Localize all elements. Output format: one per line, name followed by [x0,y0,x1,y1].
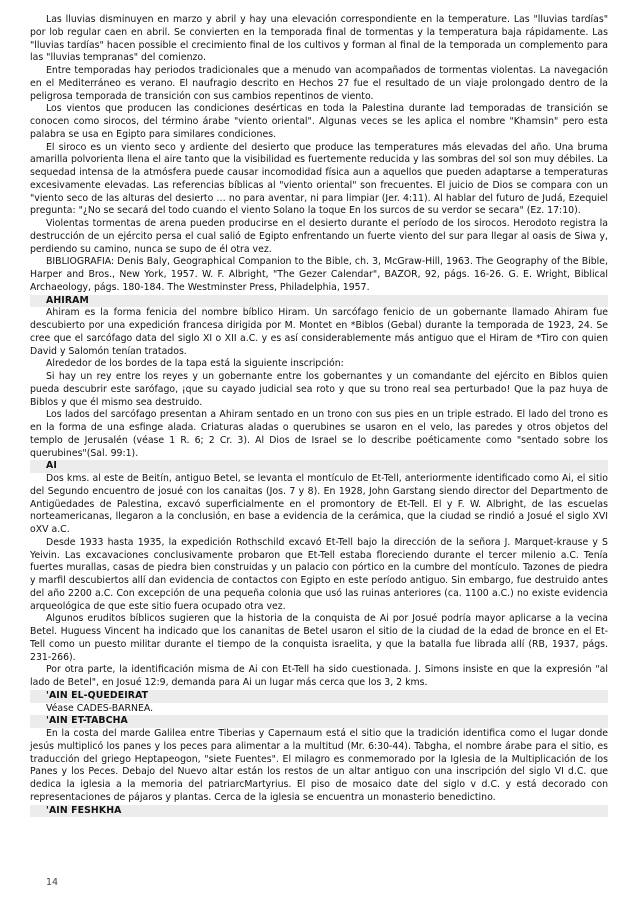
paragraph: En la costa del marde Galilea entre Tiberias y Capernaum está el sitio que la tradición identifica como el lugar donde jesús multiplicó los panes y los peces para alimentar a la multitud (Mr. 6:30-44). Tabgha, el nombre árabe para el sitio, es traducción del griego Heptapeogon, "siete Fuentes". El milagro es conmemorado por la Iglesia de la Multiplicación de los Panes y los Peces. Debajo del Nuevo altar están los restos de un altar antiguo con una inscripción del siglo VI d.C. que dedica la iglesia a la memoria del patriarcMartyrius. El piso de mosaico date del siglo v d.C. y está decorado con representaciones de pájaros y plantas. Cerca de la iglesia se encuentra un monasterio benedictino. [30,728,608,803]
section-heading [30,690,608,703]
section-heading [30,295,608,308]
paragraph: Desde 1933 hasta 1935, la expedición Rothschild excavó Et-Tell bajo la dirección de la señora J. Marquet-krause y S Yeivin. Las excavaciones conclusivamente probaron que Et-Tell estaba floreciendo durante el tercer milenio a.C. Tenía fuertes murallas, casas de piedra bien construidas y un palacio con pórtico en la cumbre del montículo. Tazones de piedra y marfil descubiertos allí dan evidencia de contactos con Egipto en este período antiguo. Sin embargo, fue destruido antes del año 2200 a.C. Con excepción de una pequeña colonia que usó las ruinas anteriores (ca. 1100 a.C.) no existe evidencia arqueológica de que este sitio fuera ocupado otra vez. [30,536,608,612]
section-heading [30,715,608,728]
section-heading-text: AI [46,460,57,472]
paragraph: Los vientos que producen las condiciones desérticas en toda la Palestina durante lad temporadas de transición se conocen como sirocos, del término árabe "viento oriental". Algunas veces se les aplica el nombre "Khamsin" pero esta palabra se usa en Egipto para similares condiciones. [30,103,608,140]
paragraph: Entre temporadas hay periodos tradicionales que a menudo van acompañados de tormentas violentas. La navegación en el Mediterráneo es verano. El naufragio descrito en Hechos 27 fue el resultado de un viaje prolongado dentro de la peligrosa temporada de transición con sus cambios repentinos de viento. [30,65,608,102]
paragraph: Violentas tormentas de arena pueden producirse en el desierto durante el período de los sirocos. Herodoto registra la destrucción de un ejército persa el cual salió de Egipto enfrentando un fuerte viento del sur para llegar al oasis de Siwa y, perdiendo su camino, nunca se supo de él otra vez. [30,218,608,255]
paragraph: Por otra parte, la identificación misma de Ai con Et-Tell ha sido cuestionada. J. Simons insiste en que la expresión "al lado de Betel", en Josué 12:9, demanda para Ai un lugar más cerca que los 3, 2 kms. [30,664,608,688]
paragraph: Véase CADES-BARNEA. [46,702,154,714]
section-heading-text: AHIRAM [46,294,89,306]
section-heading [30,805,608,818]
paragraph: BIBLIOGRAFIA: Denis Baly, Geographical Companion to the Bible, ch. 3, McGraw-Hill, 1963. The Geography of the Bible, Harper and Bros., New York, 1957. W. F. Albright, "The Gezer Calendar", BAZOR, 92, págs. 16-26. G. E. Wright, Biblical Archaeology, págs. 180-184. The Westminster Press, Philadelphia, 1957. [30,256,608,293]
section-heading-text: 'AIN EL-QUEDEIRAT [46,689,149,701]
document-body [30,14,608,817]
paragraph: Algunos eruditos bíblicos sugieren que la historia de la conquista de Ai por Josué podría mayor aplicarse a la vecina Betel. Huguess Vincent ha indicado que los cananitas de Betel usaron el sitio de la ciudad de la edad de bronce en el Et-Tell como un puesto militar durante el tiempo de la conquista israelita, y que la batalla fue librada allí (RB, 1937, págs. 231-266). [30,613,608,663]
paragraph: El siroco es un viento seco y ardiente del desierto que produce las temperatures más elevadas del año. Una bruma amarilla polvorienta llena el aire tanto que la visibilidad es fuertemente reducida y las sombras del sol son muy débiles. La sequedad intensa de la atmósfera puede causar incomodidad física aun a aquellos que pueden adaptarse a temperaturas excesivamente elevadas. Las referencias bíblicas al "viento oriental" son frecuentes. El juicio de Dios se compara con un "viento seco de las alturas del desierto … no para aventar, ni para limpiar (Jer. 4:11). Al hablar del futuro de Judá, Ezequiel pregunta: "¿No se secará del todo cuando el viento Solano la toque En los surcos de su verdor se secara" (Ez. 17:10). [30,141,608,217]
paragraph: Dos kms. al este de Beitín, antiguo Betel, se levanta el montículo de Et-Tell, anteriormente identificado como Ai, el sitio del Segundo encuentro de josué con los canaitas (Jos. 7 y 8). En 1928, John Garstang siendo director del Departmento de Antigüedades de Palestina, excavó superficialmente en el promontory de Et-Tell. El y F. W. Albright, de las escuelas norteamericanas, llegaron a la conclusión, en base a evidencia de la cerámica, que la ciudad se rindió a Josué el siglo XVI oXV a.C. [30,473,608,535]
paragraph: Las lluvias disminuyen en marzo y abril y hay una elevación correspondiente en la temperature. Las "lluvias tardías" por lob regular caen en abril. Se convierten en la temporada final de tormentas y la temperatura baja rápidamente. Las "lluvias tardías" hacen possible el crecimiento final de los cultivos y forman al final de la temporada un complemento para las "lluvias tempranas" del comienzo. [30,14,608,64]
section-heading [30,460,608,473]
paragraph: Ahiram es la forma fenicia del nombre bíblico Hiram. Un sarcófago fenicio de un gobernante llamado Ahiram fue descubierto por una expedición francesa dirigida por M. Montet en *Biblos (Gebal) durante la temporada de 1923, 24. Se cree que el sarcófago data del siglo XI o XII a.C. y es así considerablemente más antiguo que el Hiram de *Tiro con quien David y Salomón tenían tratados. [30,307,608,357]
paragraph: Alrededor de los bordes de la tapa está la siguiente inscripción: [46,358,344,370]
page-number: 14 [46,877,59,888]
section-heading-text: 'AIN ET-TABCHA [46,715,128,727]
paragraph: Si hay un rey entre los reyes y un gobernante entre los gobernantes y un comandante del ejército en Biblos quien pueda descubrir este sarófago, ¡que su cayado judicial sea roto y que su trono real sea perturbado! Que la paz huya de Biblos y que él mismo sea destruido. [30,371,608,408]
paragraph: Los lados del sarcófago presentan a Ahiram sentado en un trono con sus pies en un triple estrado. El lado del trono es en la forma de una esfinge alada. Criaturas aladas o querubines se usaron en el velo, las paredes y otros objetos del templo de Jerusalén (véase 1 R. 6; 2 Cr. 3). Al Dios de Israel se lo describe poéticamente como "sentado sobre los querubines"(Sal. 99:1). [30,409,608,459]
section-heading-text: 'AIN FESHKHA [46,804,122,816]
